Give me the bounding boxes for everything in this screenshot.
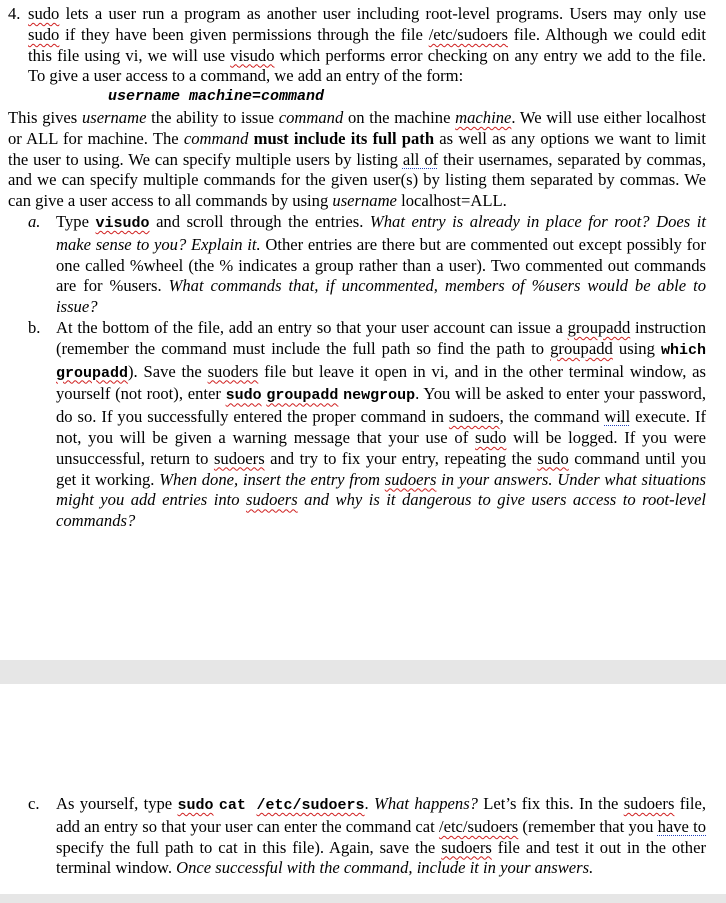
question-prompt: What entry is already in place for root? Does it make sense to you? Explain it. bbox=[56, 211, 706, 254]
para-text: on the machine bbox=[343, 107, 456, 127]
intro-text: file. Although we could edit this file using vi, we will use bbox=[28, 24, 706, 65]
para-text: This gives bbox=[8, 107, 82, 127]
path-sudoers: /etc/sudoers bbox=[428, 24, 508, 44]
item-text: file, add an entry so that your user can enter the command cat bbox=[56, 794, 706, 836]
item-text: (remember that you bbox=[518, 816, 658, 836]
item-text: . bbox=[364, 794, 374, 813]
item-text: At the bottom of the file, add an entry so that your user account can issue a bbox=[56, 317, 568, 337]
item-text: file but leave it open in vi, and in the other terminal window, as yourself (not root), enter bbox=[56, 361, 706, 404]
cmd-cat: cat bbox=[218, 797, 246, 814]
word-visudo: visudo bbox=[230, 45, 275, 65]
item-c bbox=[8, 794, 706, 879]
question-prompt: When done, insert the entry from bbox=[159, 469, 385, 489]
question-prompt: in your answers. Under what situations might you add entries into bbox=[56, 469, 706, 510]
item-b bbox=[8, 318, 706, 532]
emphasis-full-path: must include its full path bbox=[253, 128, 435, 148]
item-text: and scroll through the entries. bbox=[149, 211, 370, 231]
item-a-label: a. bbox=[28, 211, 41, 231]
cmd-newgroup: newgroup bbox=[343, 387, 416, 405]
word-suoders: suoders bbox=[207, 361, 259, 381]
intro-text: lets a user run a program as another user including root-level programs. Users may only use bbox=[59, 4, 706, 23]
item-c-label: c. bbox=[28, 794, 40, 813]
cmd-sudo: sudo bbox=[177, 797, 214, 814]
question-prompt: What happens? bbox=[374, 794, 478, 813]
question-prompt: and why is it dangerous to give users access to root-level commands? bbox=[56, 490, 706, 531]
word-sudo: sudo bbox=[537, 448, 569, 468]
para-text: . We will use either localhost or ALL for machine. The bbox=[8, 107, 707, 148]
word-sudo: sudo bbox=[28, 4, 60, 23]
intro-text: if they have been given permissions through the file bbox=[59, 24, 429, 44]
word-sudoers: sudoers bbox=[448, 407, 500, 427]
question-number: 4. bbox=[8, 4, 21, 23]
word-sudoers: sudoers bbox=[246, 490, 298, 510]
item-c-block bbox=[8, 794, 706, 879]
cmd-sudo: sudo bbox=[225, 387, 262, 405]
para-text: the ability to issue bbox=[146, 107, 279, 127]
item-text: command until you get it working. bbox=[56, 448, 706, 489]
item-text: file and test it out in the other terminal window. bbox=[56, 837, 706, 878]
intro-paragraph bbox=[28, 4, 706, 87]
question-prompt: Once successful with the command, include it in your answers. bbox=[176, 858, 594, 878]
question-4 bbox=[8, 4, 706, 532]
word-groupadd: groupadd bbox=[567, 317, 631, 337]
word-sudoers: sudoers bbox=[441, 837, 492, 857]
question-prompt: What commands that, if uncommented, members of %users would be able to issue? bbox=[56, 276, 706, 317]
path-etc-sudoers: /etc/sudoers bbox=[256, 797, 365, 814]
item-text: . You will be asked to enter your password, do so. If you successfully entered the proper command in bbox=[56, 384, 706, 427]
item-text: instruction (remember the command must include the full path so find the path to bbox=[56, 317, 706, 358]
term-username: username bbox=[332, 191, 397, 211]
item-text: Other entries are there but are commented out except possibly for one called %wheel (the % indicates a group rather than a user). Two commented out commands are for %users. bbox=[56, 234, 706, 296]
explanation-paragraph bbox=[8, 108, 706, 212]
item-text: and try to fix your entry, repeating the bbox=[264, 448, 538, 468]
item-b-label: b. bbox=[28, 317, 41, 337]
item-text: execute. If not, you will be given a warning message that your use of bbox=[56, 407, 706, 447]
term-command: command bbox=[278, 107, 344, 127]
cmd-groupadd: groupadd bbox=[56, 364, 129, 382]
cmd-which: which bbox=[661, 341, 707, 359]
code-entry-form: username machine=command bbox=[108, 88, 325, 106]
word-sudoers: sudoers bbox=[384, 469, 437, 489]
para-text: as well as any options we want to limit the user to using. We can specify multiple users by listing bbox=[8, 128, 706, 169]
item-text: , the command bbox=[499, 407, 605, 427]
word-sudo: sudo bbox=[475, 427, 507, 447]
item-text: specify the full path to cat in this file). Again, save the bbox=[56, 837, 442, 857]
term-command: command bbox=[183, 128, 249, 148]
item-text: ). Save the bbox=[128, 361, 208, 381]
word-groupadd: groupadd bbox=[550, 338, 613, 358]
cmd-groupadd: groupadd bbox=[266, 387, 339, 405]
cmd-visudo: visudo bbox=[95, 214, 150, 232]
item-text: will be logged. If you were unsuccessful, return to bbox=[56, 427, 706, 468]
item-text: Type bbox=[56, 211, 96, 231]
phrase-have-to: have to bbox=[657, 816, 706, 836]
para-text: localhost=ALL. bbox=[396, 191, 507, 211]
word-sudoers: sudoers bbox=[213, 448, 265, 468]
term-machine: machine bbox=[455, 107, 512, 127]
word-will: will bbox=[604, 407, 631, 427]
term-username: username bbox=[81, 107, 147, 127]
item-text: using bbox=[612, 338, 661, 358]
intro-text: which performs error checking on any entry we add to the file. To give a user access to a command, we add an entry of the form: bbox=[28, 45, 706, 86]
item-text: As yourself, type bbox=[56, 794, 178, 813]
item-text: Let’s fix this. In the bbox=[477, 794, 624, 813]
page-break bbox=[0, 660, 726, 684]
page-break-bottom bbox=[0, 894, 726, 903]
word-sudo: sudo bbox=[28, 24, 60, 44]
word-sudoers: sudoers bbox=[623, 794, 675, 813]
para-text: their usernames, separated by commas, and we can specify multiple commands for the given user(s) by listing them separated by commas. We can give a user access to all commands by using bbox=[8, 149, 707, 211]
item-a bbox=[8, 212, 706, 318]
phrase-all-of: all of bbox=[402, 149, 439, 169]
path-etc-sudoers: /etc/sudoers bbox=[438, 816, 519, 836]
